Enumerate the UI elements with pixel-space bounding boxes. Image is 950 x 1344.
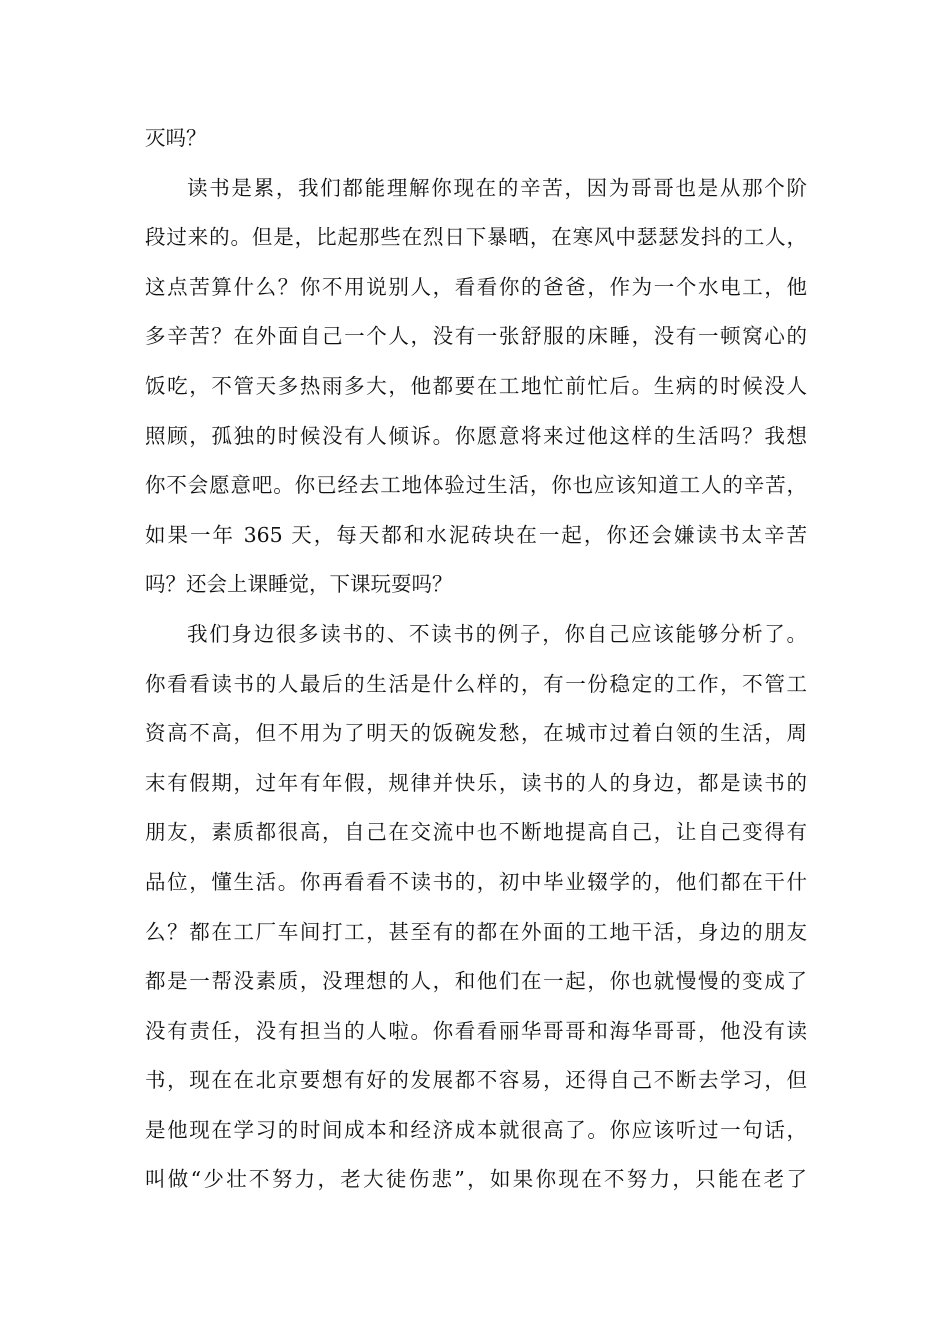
text-line: 段过来的。但是，比起那些在烈日下暴晒，在寒风中瑟瑟发抖的工人，	[145, 225, 807, 250]
text-line: 书，现在在北京要想有好的发展都不容易，还得自己不断去学习，但	[145, 1068, 807, 1093]
text-line: 没有责任，没有担当的人啦。你看看丽华哥哥和海华哥哥，他没有读	[145, 1018, 807, 1043]
text-line: 这点苦算什么？你不用说别人，看看你的爸爸，作为一个水电工，他	[145, 274, 807, 299]
text-line: 朋友，素质都很高，自己在交流中也不断地提高自己，让自己变得有	[145, 820, 807, 845]
text-line: 饭吃，不管天多热雨多大，他都要在工地忙前忙后。生病的时候没人	[145, 373, 807, 398]
text-line: 照顾，孤独的时候没有人倾诉。你愿意将来过他这样的生活吗？我想	[145, 423, 807, 448]
paragraph-start-line: 读书是累，我们都能理解你现在的辛苦，因为哥哥也是从那个阶	[187, 175, 807, 200]
text-line: 多辛苦？在外面自己一个人，没有一张舒服的床睡，没有一顿窝心的	[145, 324, 807, 349]
text-line: 么？都在工厂车间打工，甚至有的都在外面的工地干活，身边的朋友	[145, 919, 807, 944]
text-line: 你看看读书的人最后的生活是什么样的，有一份稳定的工作，不管工	[145, 671, 807, 696]
text-line: 都是一帮没素质，没理想的人，和他们在一起，你也就慢慢的变成了	[145, 969, 807, 994]
text-line: 灭吗？	[145, 126, 207, 150]
text-line: 你不会愿意吧。你已经去工地体验过生活，你也应该知道工人的辛苦，	[145, 473, 807, 498]
text-line: 品位，懂生活。你再看看不读书的，初中毕业辍学的，他们都在干什	[145, 869, 807, 894]
text-line: 如果一年 365 天，每天都和水泥砖块在一起，你还会嫌读书太辛苦	[145, 522, 807, 547]
document-body	[145, 114, 807, 1205]
text-line: 末有假期，过年有年假，规律并快乐，读书的人的身边，都是读书的	[145, 770, 807, 795]
paragraph-start-line: 我们身边很多读书的、不读书的例子，你自己应该能够分析了。	[187, 621, 807, 646]
text-line: 吗？还会上课睡觉，下课玩耍吗？	[145, 572, 453, 597]
text-line: 是他现在学习的时间成本和经济成本就很高了。你应该听过一句话，	[145, 1117, 807, 1142]
text-line: 叫做“少壮不努力，老大徒伤悲”，如果你现在不努力，只能在老了	[145, 1167, 807, 1192]
text-line: 资高不高，但不用为了明天的饭碗发愁，在城市过着白领的生活，周	[145, 721, 807, 746]
